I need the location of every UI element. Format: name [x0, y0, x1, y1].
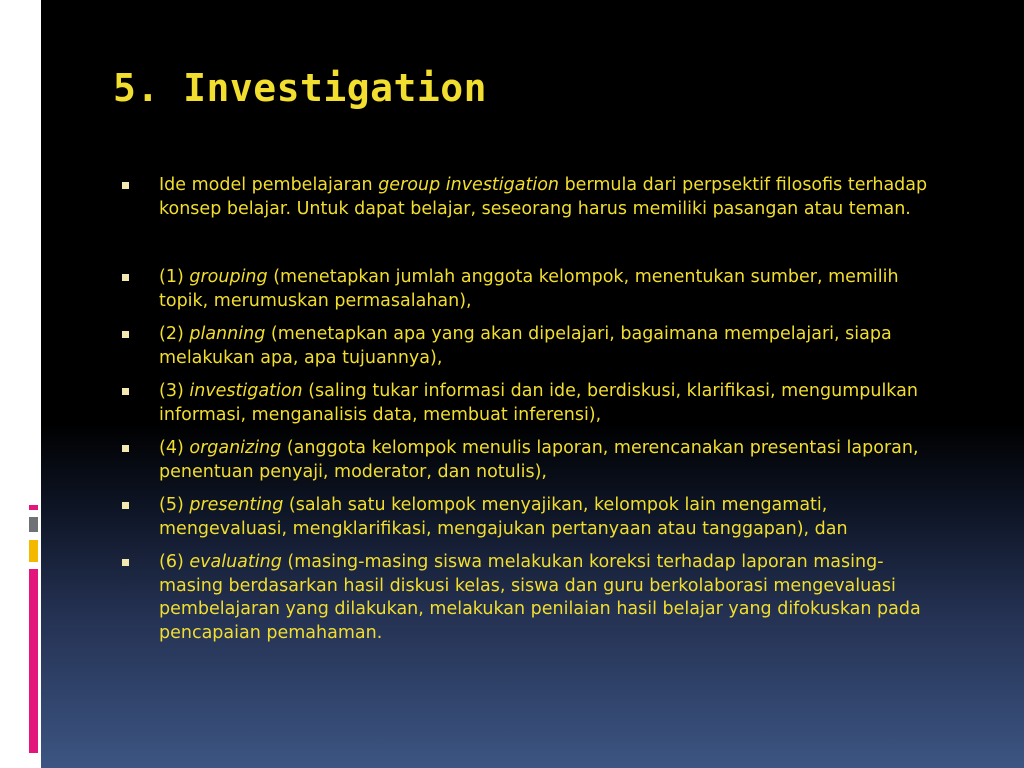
- step-number: (4): [159, 438, 190, 458]
- square-bullet-icon: [122, 559, 129, 566]
- pink-accent-bar-long: [29, 569, 38, 753]
- square-bullet-icon: [122, 331, 129, 338]
- step-bullet-2: [121, 323, 941, 370]
- step-term: organizing: [189, 438, 282, 458]
- step-text: (menetapkan jumlah anggota kelompok, menentukan sumber, memilih topik, merumuskan permasalahan),: [159, 267, 899, 311]
- step-text: (salah satu kelompok menyajikan, kelompok lain mengamati, mengevaluasi, mengklarifikasi, mengajukan pertanyaan atau tanggapan), dan: [159, 495, 848, 539]
- slide-title: 5. Investigation: [113, 66, 488, 110]
- slide: [41, 0, 1024, 768]
- gray-accent-bar: [29, 517, 38, 532]
- intro-text-before: Ide model pembelajaran: [159, 175, 379, 195]
- step-bullet-3: [121, 380, 941, 427]
- left-decorative-strip: [0, 0, 41, 768]
- step-text: (anggota kelompok menulis laporan, merencanakan presentasi laporan, penentuan penyaji, moderator, dan notulis),: [159, 438, 919, 482]
- step-term: evaluating: [189, 552, 282, 572]
- intro-bullet: [121, 174, 941, 221]
- square-bullet-icon: [122, 445, 129, 452]
- step-number: (3): [159, 381, 190, 401]
- intro-text-after: bermula dari perpsektif filosofis terhadap konsep belajar. Untuk dapat belajar, seseorang harus memiliki pasangan atau teman.: [159, 175, 928, 219]
- step-term: grouping: [189, 267, 268, 287]
- step-bullet-5: [121, 494, 941, 541]
- square-bullet-icon: [122, 182, 129, 189]
- step-bullet-6: [121, 551, 941, 645]
- step-text: (masing-masing siswa melakukan koreksi terhadap laporan masing-masing berdasarkan hasil diskusi kelas, siswa dan guru berkolaborasi mengevaluasi pembelajaran yang dilakukan, melakukan penilaian hasil belajar yang difokuskan pada pencapaian pemahaman.: [159, 552, 921, 643]
- step-text: (saling tukar informasi dan ide, berdiskusi, klarifikasi, mengumpulkan informasi, menganalisis data, membuat inferensi),: [159, 381, 918, 425]
- step-term: investigation: [189, 381, 303, 401]
- square-bullet-icon: [122, 274, 129, 281]
- step-bullet-4: [121, 437, 941, 484]
- step-number: (5): [159, 495, 190, 515]
- step-number: (6): [159, 552, 190, 572]
- step-number: (2): [159, 324, 190, 344]
- step-term: planning: [189, 324, 266, 344]
- step-number: (1): [159, 267, 190, 287]
- step-term: presenting: [189, 495, 284, 515]
- square-bullet-icon: [122, 388, 129, 395]
- yellow-accent-bar: [29, 540, 38, 562]
- pink-accent-bar-small: [29, 505, 38, 510]
- step-bullet-1: [121, 266, 941, 313]
- square-bullet-icon: [122, 502, 129, 509]
- intro-term: geroup investigation: [378, 175, 560, 195]
- slide-content: [121, 174, 941, 645]
- step-text: (menetapkan apa yang akan dipelajari, bagaimana mempelajari, siapa melakukan apa, apa tujuannya),: [159, 324, 892, 368]
